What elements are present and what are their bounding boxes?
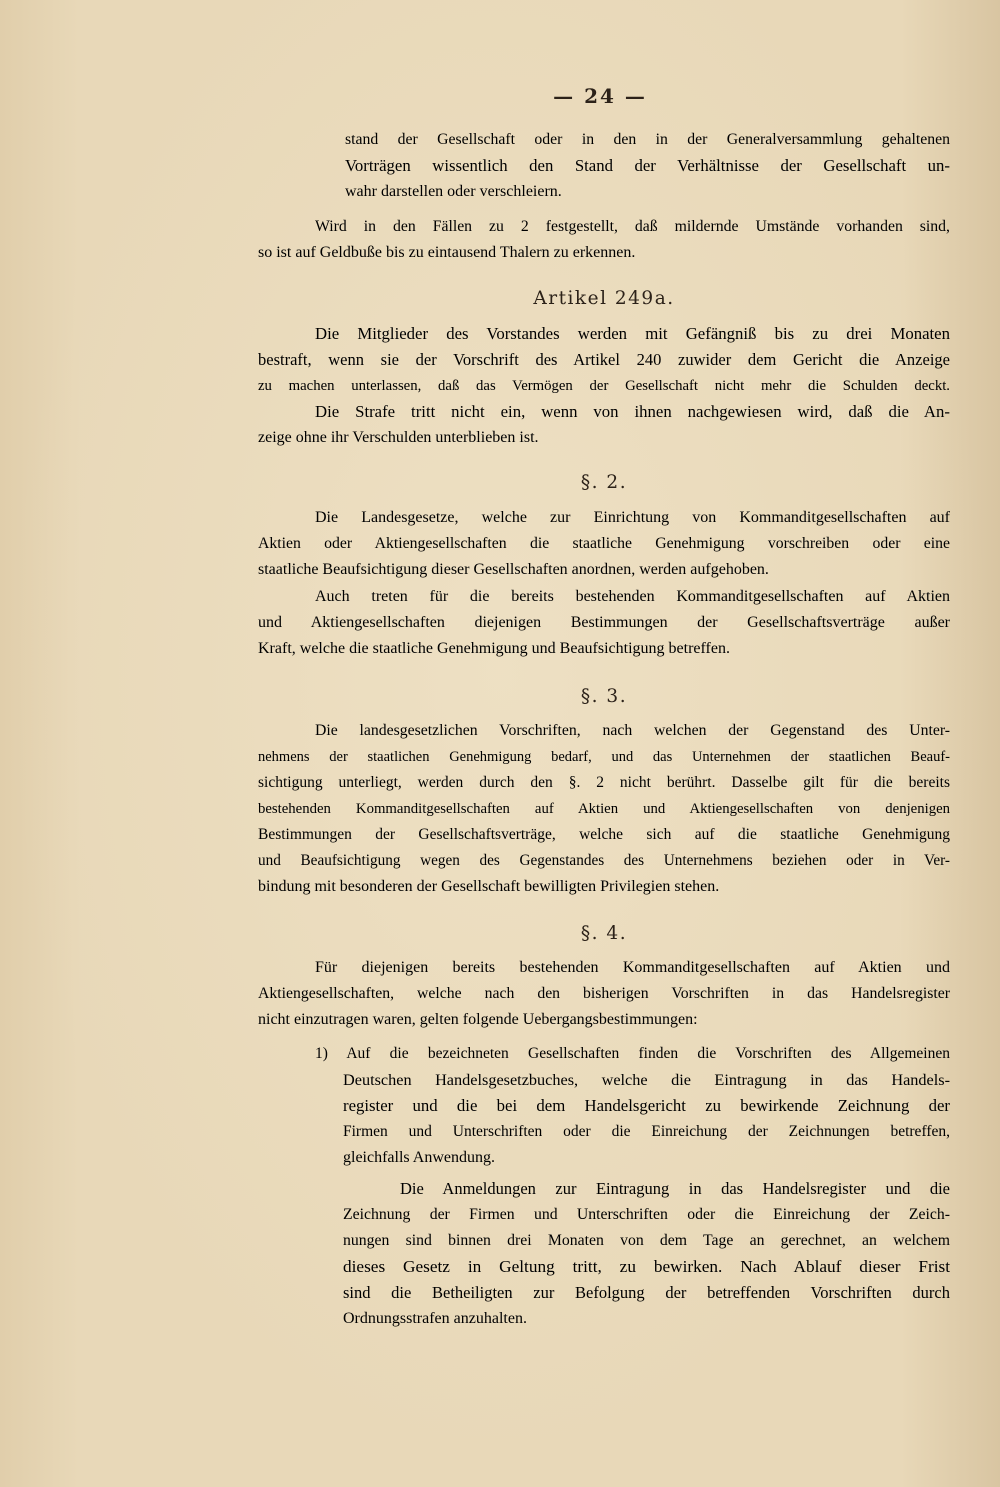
section-heading: §. 3. xyxy=(580,686,628,707)
text-line: Deutschen Handelsgesetzbuches, welche die Eintragung in das Handels- xyxy=(343,1071,950,1089)
text-line: zeige ohne ihr Verschulden unterblieben ist. xyxy=(258,429,539,446)
text-line: Die Strafe tritt nicht ein, wenn von ihnen nachgewiesen wird, daß die An- xyxy=(315,402,950,421)
text-line: Die Landesgesetze, welche zur Einrichtung von Kommanditgesellschaften auf xyxy=(315,509,950,526)
text-line: Wird in den Fällen zu 2 festgestellt, daß mildernde Umstände vorhanden sind, xyxy=(315,218,950,235)
text-line: sind die Betheiligten zur Befolgung der betreffenden Vorschriften durch xyxy=(343,1283,950,1302)
text-line: nicht einzutragen waren, gelten folgende Uebergangsbestimmungen: xyxy=(258,1011,698,1028)
text-line: stand der Gesellschaft oder in den in der Generalversammlung gehaltenen xyxy=(345,131,950,148)
text-line: Auch treten für die bereits bestehenden Kommanditgesellschaften auf Aktien xyxy=(315,588,950,605)
text-line: bindung mit besonderen der Gesellschaft bewilligten Privilegien stehen. xyxy=(258,878,720,895)
text-line: wahr darstellen oder verschleiern. xyxy=(345,183,562,200)
text-line: Aktiengesellschaften, welche nach den bisherigen Vorschriften in das Handelsregister xyxy=(258,985,950,1002)
text-line: Zeichnung der Firmen und Unterschriften oder die Einreichung der Zeich- xyxy=(343,1206,950,1223)
text-line: Aktien oder Aktiengesellschaften die staatliche Genehmigung vorschreiben oder eine xyxy=(258,535,950,552)
text-line: Die Mitglieder des Vorstandes werden mit Gefängniß bis zu drei Monaten xyxy=(315,324,950,343)
text-line: nehmens der staatlichen Genehmigung bedarf, und das Unternehmen der staatlichen Beauf- xyxy=(258,749,950,765)
text-line: und Beaufsichtigung wegen des Gegenstandes des Unternehmens beziehen oder in Ver- xyxy=(258,852,950,869)
text-line: Ordnungsstrafen anzuhalten. xyxy=(343,1310,527,1327)
page-number: — 24 — xyxy=(553,84,647,108)
text-line: und Aktiengesellschaften diejenigen Bestimmungen der Gesellschaftsverträge außer xyxy=(258,614,950,631)
text-line: dieses Gesetz in Geltung tritt, zu bewirken. Nach Ablauf dieser Frist xyxy=(343,1257,950,1276)
text-line: Die landesgesetzlichen Vorschriften, nach welchen der Gegenstand des Unter- xyxy=(315,722,950,739)
text-line: register und die bei dem Handelsgericht zu bewirkende Zeichnung der xyxy=(343,1096,950,1115)
text-line: Für diejenigen bereits bestehenden Kommanditgesellschaften auf Aktien und xyxy=(315,959,950,976)
section-heading: §. 4. xyxy=(580,923,628,944)
text-line: bestehenden Kommanditgesellschaften auf Aktien und Aktiengesellschaften von denjenigen xyxy=(258,801,950,817)
section-heading: §. 2. xyxy=(580,472,628,493)
text-line: Vorträgen wissentlich den Stand der Verhältnisse der Gesellschaft un- xyxy=(345,156,950,175)
text-line: sichtigung unterliegt, werden durch den §. 2 nicht berührt. Dasselbe gilt für die bereits xyxy=(258,774,950,791)
text-line: Firmen und Unterschriften oder die Einreichung der Zeichnungen betreffen, xyxy=(343,1123,950,1140)
article-heading: Artikel 249a. xyxy=(533,288,675,309)
text-line: nungen sind binnen drei Monaten von dem Tage an gerechnet, an welchem xyxy=(343,1232,950,1249)
text-line: Die Anmeldungen zur Eintragung in das Handelsregister und die xyxy=(400,1179,950,1198)
text-line: so ist auf Geldbuße bis zu eintausend Thalern zu erkennen. xyxy=(258,244,636,261)
text-line: Kraft, welche die staatliche Genehmigung und Beaufsichtigung betreffen. xyxy=(258,640,730,657)
text-line: 1) Auf die bezeichneten Gesellschaften finden die Vorschriften des Allgemeinen xyxy=(315,1045,950,1062)
text-line: Bestimmungen der Gesellschaftsverträge, welche sich auf die staatliche Genehmigung xyxy=(258,826,950,843)
text-line: bestraft, wenn sie der Vorschrift des Artikel 240 zuwider dem Gericht die Anzeige xyxy=(258,350,950,369)
text-line: staatliche Beaufsichtigung dieser Gesellschaften anordnen, werden aufgehoben. xyxy=(258,561,769,578)
text-line: gleichfalls Anwendung. xyxy=(343,1149,495,1166)
text-line: zu machen unterlassen, daß das Vermögen der Gesellschaft nicht mehr die Schulden deckt. xyxy=(258,378,950,394)
